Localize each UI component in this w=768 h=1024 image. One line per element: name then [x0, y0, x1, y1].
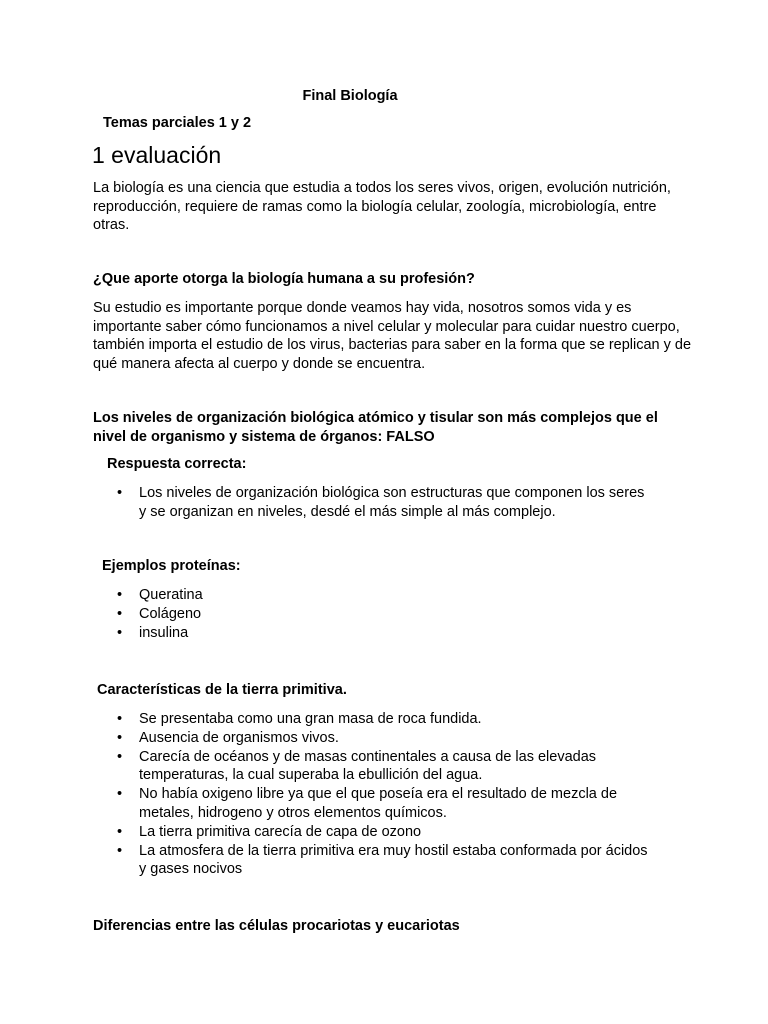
cells-heading: Diferencias entre las células procariotas y eucariotas: [93, 918, 460, 934]
list-item: [93, 624, 653, 643]
list-item: [93, 729, 653, 748]
list-item: [93, 586, 653, 605]
bullet-icon: •: [117, 842, 123, 859]
list-item-text: La tierra primitiva carecía de capa de ozono: [139, 823, 422, 840]
question-2: Los niveles de organización biológica atómico y tisular son más complejos que el nivel de organismo y sistema de órganos: FALSO: [93, 410, 658, 445]
document-subtitle: Temas parciales 1 y 2: [103, 115, 252, 131]
list-item-text: La atmosfera de la tierra primitiva era muy hostil estaba conformada por ácidos y gases nocivos: [139, 842, 648, 878]
bullet-icon: •: [117, 587, 123, 603]
intro-paragraph: La biología es una ciencia que estudia a todos los seres vivos, origen, evolución nutrición, reproducción, requiere de ramas como la biología celular, zoología, microbiología, entre otras.: [93, 180, 671, 233]
list-item: [93, 484, 653, 522]
document-title: Final Biología: [302, 88, 398, 104]
bullet-icon: •: [117, 823, 123, 840]
bullet-icon: •: [117, 729, 123, 746]
correct-answer-label: Respuesta correcta:: [107, 456, 247, 472]
list-item-text: insulina: [139, 624, 189, 641]
bullet-icon: •: [117, 485, 123, 501]
bullet-icon: •: [117, 711, 123, 727]
bullet-icon: •: [117, 748, 123, 765]
list-item: [93, 842, 653, 880]
list-item-text: Ausencia de organismos vivos.: [139, 729, 339, 746]
list-item-text: No había oxigeno libre ya que el que poseía era el resultado de mezcla de metales, hidrogeno y otros elementos químicos.: [139, 786, 618, 821]
list-item-text: Colágeno: [139, 605, 202, 622]
list-item-text: Queratina: [139, 587, 203, 603]
earth-list: [93, 710, 653, 879]
list-item-text: Carecía de océanos y de masas continentales a causa de las elevadas temperaturas, la cual superaba la ebullición del agua.: [139, 748, 597, 784]
bullet-icon: •: [117, 786, 123, 803]
bullet-icon: •: [117, 624, 123, 641]
correct-answer-list: [93, 484, 653, 522]
list-item: [93, 785, 653, 823]
proteins-label: Ejemplos proteínas:: [102, 558, 241, 574]
list-item: [93, 710, 653, 729]
list-item-text: Se presentaba como una gran masa de roca fundida.: [139, 711, 482, 727]
list-item: [93, 605, 653, 624]
list-item-text: Los niveles de organización biológica son estructuras que componen los seres y se organizan en niveles, desdé el más simple al más complejo.: [139, 485, 645, 520]
question-1: ¿Que aporte otorga la biología humana a su profesión?: [93, 271, 475, 287]
answer-1: Su estudio es importante porque donde veamos hay vida, nosotros somos vida y es importante saber cómo funcionamos a nivel celular y molecular para cuidar nuestro cuerpo, también importa el estudio de los virus, bacterias para saber en la forma que se replican y de qué manera afecta al cuerpo y donde se encuentra.: [93, 300, 692, 372]
earth-label: Características de la tierra primitiva.: [97, 682, 347, 698]
section-heading: 1 evaluación: [92, 142, 222, 168]
list-item: [93, 823, 653, 842]
bullet-icon: •: [117, 605, 123, 622]
list-item: [93, 748, 653, 786]
proteins-list: [93, 586, 653, 642]
